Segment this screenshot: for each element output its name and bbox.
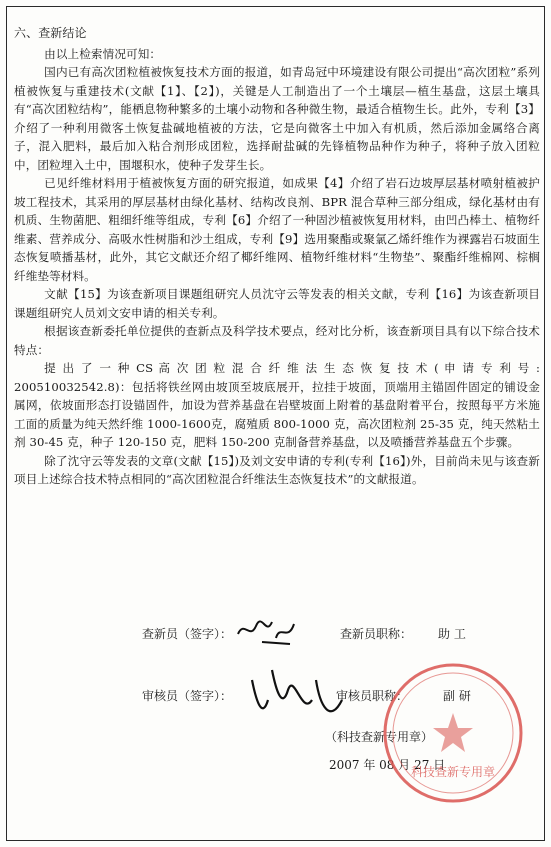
paragraph-4: 文献【15】为该查新项目课题组研究人员沈守云等发表的相关文献，专利【16】为该查新项目课题组研究人员刘文安申请的相关专利。	[14, 287, 540, 320]
paragraph-6: 提 出 了 一 种 CS 高 次 团 粒 混 合 纤 维 法 生 态 恢 复 技 术 ( 申 请 专 利 号 : 200510032542.8)：包括将铁丝网由坡顶至坡底展开，拉挂于坡面，顶端用主锚固件固定的铺设金属网，依坡面形态打设锚固件，加设为营养基盘在岩壁坡面上附着的基盘附着平台，按照每平方米施工面的质量为纯天然纤维 1000-1600克，腐殖质 800-1000 克，高次团粒剂 25-35 克，纯天然粘土剂 30-45 克，种子 120-150 克，肥料 150-200 克制备营养基盘，以及喷播营养基盘五个步骤。	[14, 361, 540, 449]
reviewer-title-label: 审核员职称：	[336, 689, 409, 703]
paragraph-2: 国内已有高次团粒植被恢复技术方面的报道，如青岛冠中环境建设有限公司提出“高次团粒”系列植被恢复与重建技术(文献【1】、【2】)，关键是人工制造出了一个土壤层—植生基盘，这层土壤具有“高次团粒结构”，能栖息物种繁多的土壤小动物和各种微生物，最适合植物生长。此外，专利【3】介绍了一种利用微客土恢复盐碱地植被的方法，它是向微客土中加入有机质，然后添加金属络合离子，混入肥料，最后加入粘合剂形成团粒，选择耐盐碱的先锋植物品种作为种子，将种子放入团粒中，团粒埋入土中，围堰积水，使种子发芽生长。	[14, 65, 540, 172]
seal-text: 科技查新专用章	[410, 765, 496, 779]
issue-date: 2007 年 08 月 27 日	[329, 758, 446, 772]
official-seal-stamp	[378, 658, 528, 808]
section-title: 六、查新结论	[14, 26, 87, 40]
conclusion-section	[14, 24, 540, 489]
paragraph-3: 已见纤维材料用于植被恢复方面的研究报道，如成果【4】介绍了岩石边坡厚层基材喷射植被护坡工程技术，其采用的厚层基材由绿化基材、结构改良剂、BPR 混合草种三部分组成，绿化基材由有机质、生物菌肥、粗细纤维等组成，专利【6】介绍了一种固沙植被恢复用材料，由凹凸棒土、植物纤维素、营养成分、高吸水性树脂和沙土组成，专利【9】选用聚酯或聚氯乙烯纤维作为裸露岩石坡面生态恢复喷播基材，此外，其它文献还介绍了椰纤维网、植物纤维材料“生物垫”、聚酯纤维棉网、棕榈纤维垫等材料。	[14, 176, 540, 283]
paragraph-5: 根据该查新委托单位提供的查新点及科学技术要点，经对比分析，该查新项目具有以下综合技术特点：	[14, 324, 540, 357]
checker-title-value: 助 工	[438, 627, 466, 641]
checker-title-label: 查新员职称：	[340, 627, 413, 641]
paragraph-1: 由以上检索情况可知：	[44, 46, 162, 61]
paragraph-7: 除了沈守云等发表的文章(文献【15】)及刘文安申请的专利(专利【16】)外，目前尚未见与该查新项目上述综合技术特点相同的“高次团粒混合纤维法生态恢复技术”的文献报道。	[14, 453, 540, 486]
seal-caption: （科技查新专用章）	[325, 730, 434, 744]
reviewer-signature-label: 审核员（签字）：	[142, 689, 233, 703]
checker-handwritten-signature	[232, 612, 312, 648]
checker-signature-label: 查新员（签字）：	[142, 627, 233, 641]
reviewer-title-value: 副 研	[443, 689, 471, 703]
